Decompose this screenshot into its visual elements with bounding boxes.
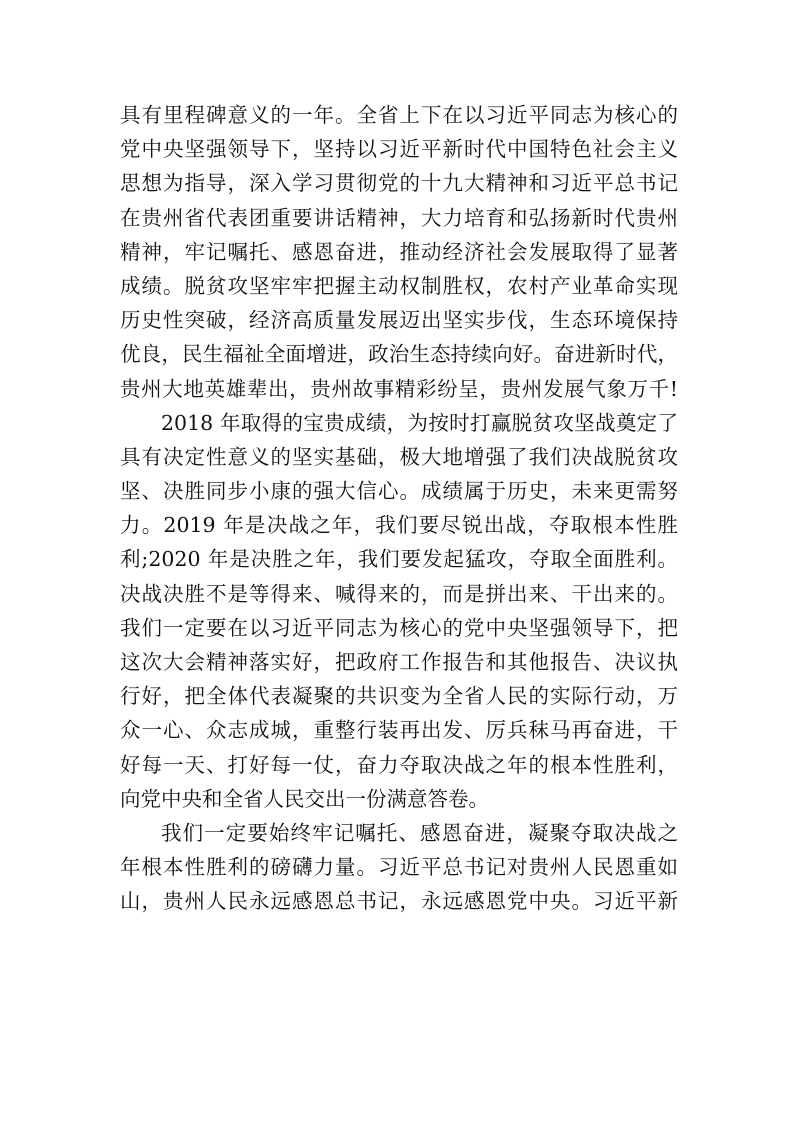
text-line: 优良，民生福祉全面增进，政治生态持续向好。奋进新时代， [120, 342, 678, 367]
text-line: 具有里程碑意义的一年。全省上下在以习近平同志为核心的 [120, 103, 678, 127]
text-line: 利;2020 年是决胜之年，我们要发起猛攻，夺取全面胜利。 [120, 547, 678, 572]
text-line: 历史性突破，经济高质量发展迈出坚实步伐，生态环境保持 [120, 308, 678, 333]
text-line: 成绩。脱贫攻坚牢牢把握主动权制胜权，农村产业革命实现 [120, 273, 678, 298]
text-line: 力。2019 年是决战之年，我们要尽锐出战，夺取根本性胜 [120, 513, 678, 538]
text-line: 我们一定要始终牢记嘱托、感恩奋进，凝聚夺取决战之 [161, 820, 678, 845]
text-line: 这次大会精神落实好，把政府工作报告和其他报告、决议执 [120, 650, 678, 674]
text-line: 精神，牢记嘱托、感恩奋进，推动经济社会发展取得了显著 [120, 239, 678, 264]
text-line: 2018 年取得的宝贵成绩，为按时打赢脱贫攻坚战奠定了 [161, 410, 678, 435]
text-line: 党中央坚强领导下，坚持以习近平新时代中国特色社会主义 [120, 137, 678, 162]
text-line: 我们一定要在以习近平同志为核心的党中央坚强领导下，把 [120, 615, 678, 640]
text-line: 年根本性胜利的磅礴力量。习近平总书记对贵州人民恩重如 [120, 855, 678, 880]
text-line: 坚、决胜同步小康的强大信心。成绩属于历史，未来更需努 [120, 479, 678, 504]
text-line: 贵州大地英雄辈出，贵州故事精彩纷呈，贵州发展气象万千! [120, 376, 678, 401]
text-line: 向党中央和全省人民交出一份满意答卷。 [120, 786, 489, 811]
text-line: 思想为指导，深入学习贯彻党的十九大精神和习近平总书记 [120, 171, 678, 196]
text-line: 山，贵州人民永远感恩总书记，永远感恩党中央。习近平新 [120, 889, 678, 914]
document-body [120, 98, 678, 919]
text-line: 具有决定性意义的坚实基础，极大地增强了我们决战脱贫攻 [120, 444, 678, 469]
text-line: 行好，把全体代表凝聚的共识变为全省人民的实际行动，万 [120, 684, 678, 709]
paragraph-1 [120, 98, 678, 406]
text-line: 众一心、众志成城，重整行装再出发、厉兵秣马再奋进，干 [120, 718, 678, 743]
paragraph-3 [120, 816, 678, 919]
text-line: 决战决胜不是等得来、喊得来的，而是拼出来、干出来的。 [120, 581, 678, 606]
text-line: 在贵州省代表团重要讲话精神，大力培育和弘扬新时代贵州 [120, 205, 678, 230]
text-line: 好每一天、打好每一仗，奋力夺取决战之年的根本性胜利， [120, 752, 678, 777]
paragraph-2 [120, 406, 678, 816]
